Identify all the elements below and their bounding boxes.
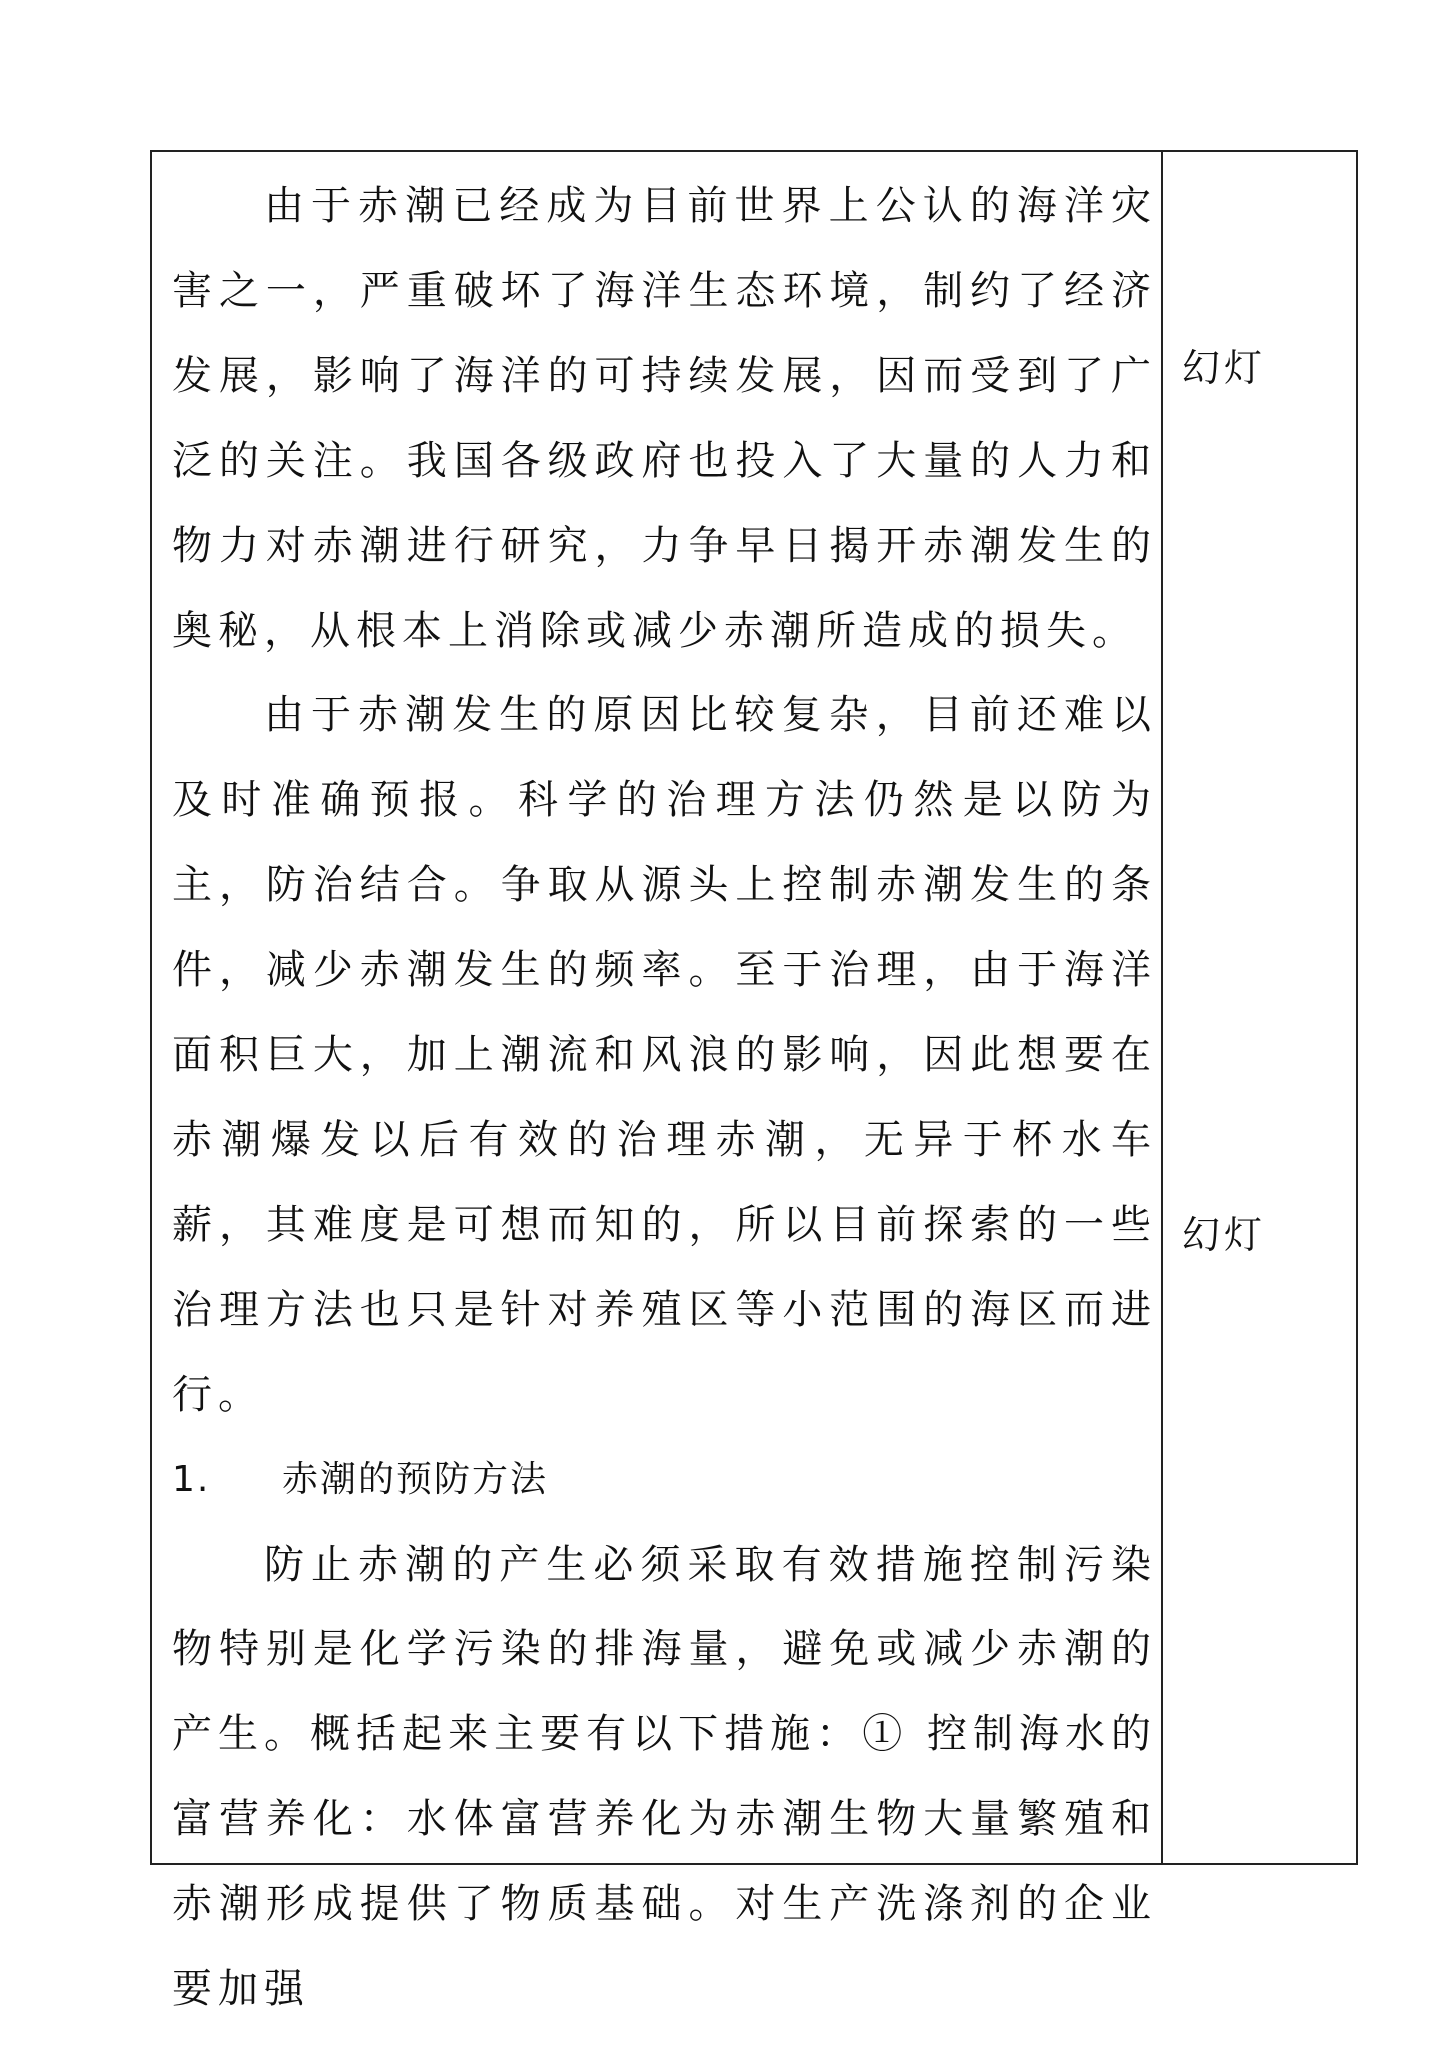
column-divider xyxy=(1161,152,1163,1863)
lesson-plan-table xyxy=(150,150,1358,2013)
paragraph-3: 防止赤潮的产生必须采取有效措施控制污染物特别是化学污染的排海量，避免或减少赤潮的产生。概括起来主要有以下措施：① 控制海水的富营养化：水体富营养化为赤潮生物大量繁殖和赤潮形成提供了物质基础。对生产洗涤剂的企业要加强 xyxy=(172,1541,1157,2013)
section-heading xyxy=(172,1438,1157,1523)
section-title: 赤潮的预防方法 xyxy=(282,1458,549,1500)
section-number: 1. xyxy=(172,1458,211,1500)
media-note-2: 幻灯 xyxy=(1182,1213,1267,1257)
content-column xyxy=(172,164,1157,2032)
media-note-1: 幻灯 xyxy=(1182,346,1267,390)
paragraph-2: 由于赤潮发生的原因比较复杂，目前还难以及时准确预报。科学的治理方法仍然是以防为主，防治结合。争取从源头上控制赤潮发生的条件，减少赤潮发生的频率。至于治理，由于海洋面积巨大，加上潮流和风浪的影响，因此想要在赤潮爆发以后有效的治理赤潮，无异于杯水车薪，其难度是可想而知的，所以目前探索的一些治理方法也只是针对养殖区等小范围的海区而进行。 xyxy=(172,692,1157,1418)
paragraph-1: 由于赤潮已经成为目前世界上公认的海洋灾害之一，严重破坏了海洋生态环境，制约了经济发展，影响了海洋的可持续发展，因而受到了广泛的关注。我国各级政府也投入了大量的人力和物力对赤潮进行研究，力争早日揭开赤潮发生的奥秘，从根本上消除或减少赤潮所造成的损失。 xyxy=(172,183,1157,654)
